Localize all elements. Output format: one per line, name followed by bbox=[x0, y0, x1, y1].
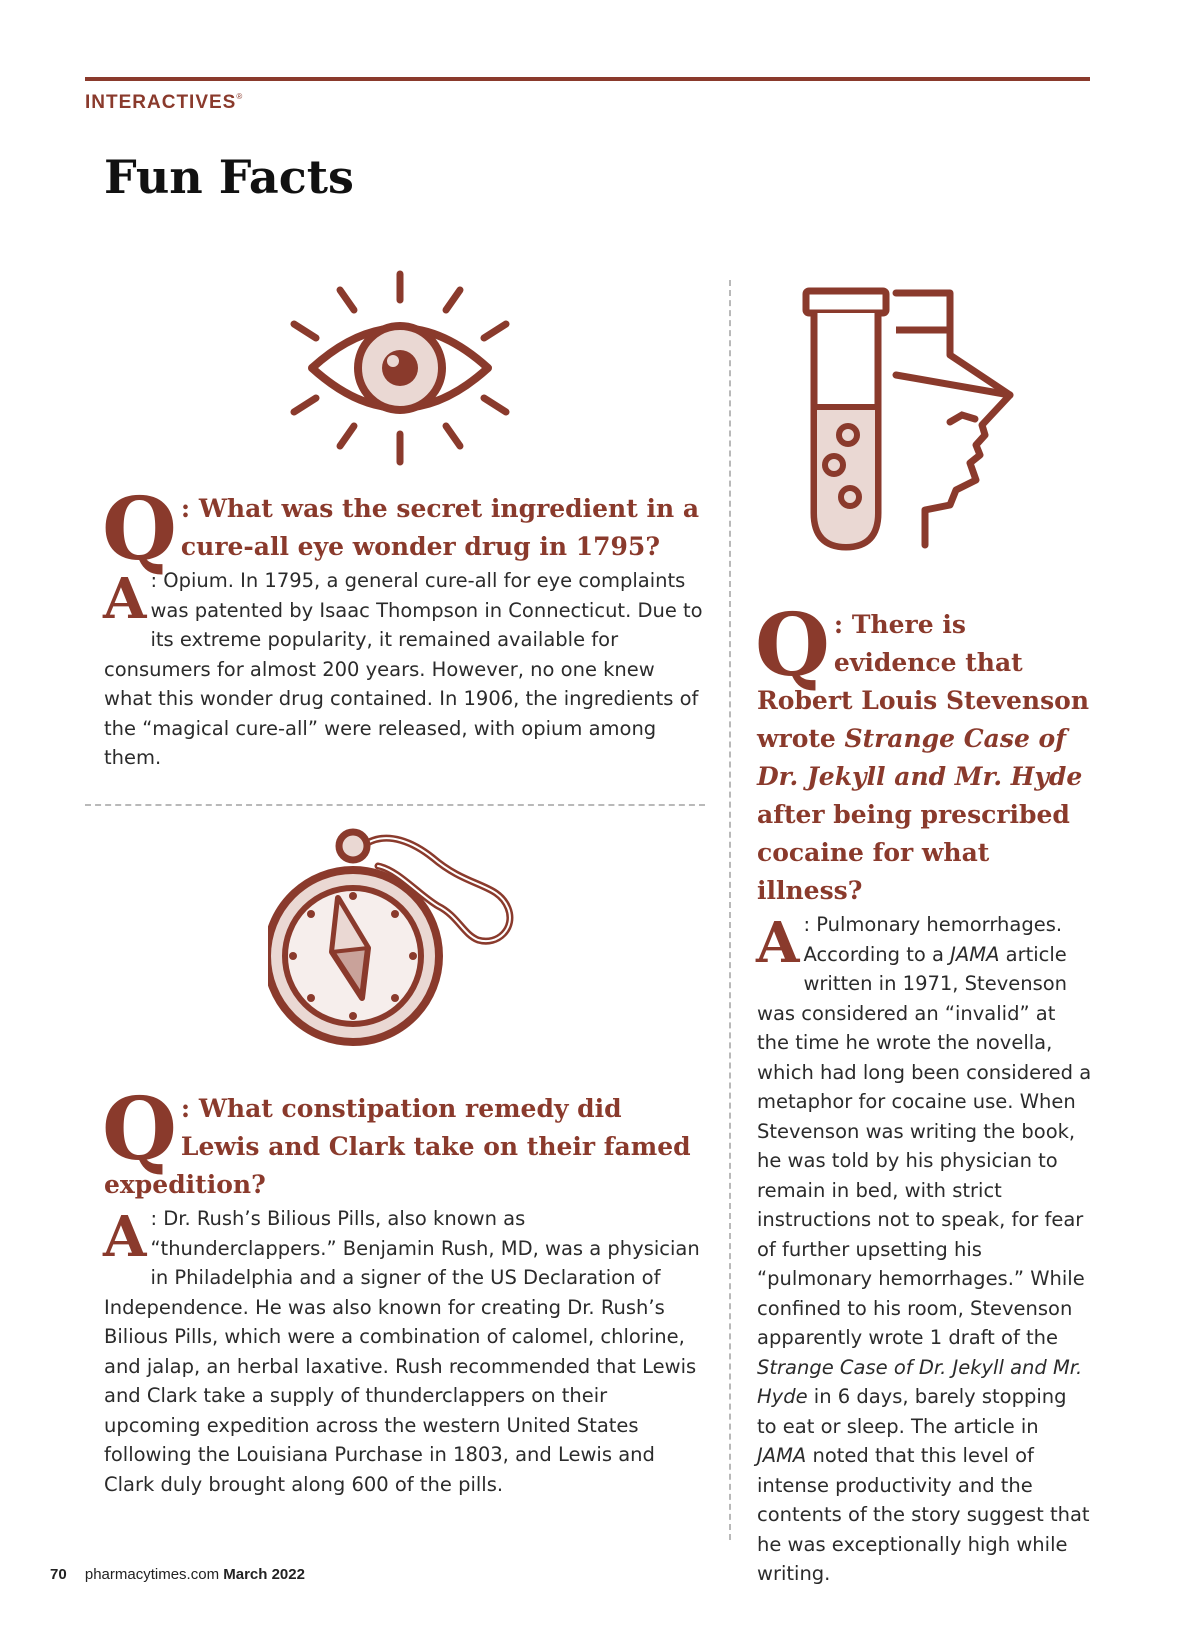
question-text: : There is evidence that Robert Louis Stevenson wrote Strange Case of Dr. Jekyll and Mr. Hyde after being prescribed cocaine for what illness? bbox=[757, 610, 1090, 905]
a-initial: A bbox=[103, 1204, 147, 1270]
vertical-divider bbox=[729, 280, 731, 1540]
q-initial: Q bbox=[102, 1079, 177, 1180]
a-initial: A bbox=[103, 566, 147, 632]
site-url: pharmacytimes.com bbox=[84, 1566, 220, 1583]
journal-name: JAMA bbox=[950, 942, 1000, 966]
top-rule bbox=[85, 77, 1090, 81]
page-number: 70 bbox=[50, 1566, 67, 1583]
page-footer bbox=[50, 1566, 305, 1583]
qa-block-2 bbox=[102, 1079, 704, 1499]
issue-date: March 2022 bbox=[223, 1566, 305, 1583]
a-initial: A bbox=[756, 910, 800, 976]
eye-icon bbox=[290, 268, 510, 468]
trademark-symbol: ® bbox=[236, 92, 244, 101]
answer-text: : Dr. Rush’s Bilious Pills, also known as “thunderclappers.” Benjamin Rush, MD, was a physician in Philadelphia and a signer of the US Declaration of Independence. He was also known for creating Dr. Rush’s Bilious Pills, which were a combination of calomel, chlorine, and jalap, an herbal laxative. Rush recommended that Lewis and Clark take a supply of thunderclappers on their upcoming expedition across the western United States following the Louisiana Purchase in 1803, and Lewis and Clark duly brought along 600 of the pills. bbox=[104, 1207, 700, 1496]
compass-icon bbox=[268, 828, 528, 1048]
qa-block-1 bbox=[102, 479, 704, 773]
answer-text: : Opium. In 1795, a general cure-all for eye complaints was patented by Isaac Thompson in Connecticut. Due to its extreme popularity, it remained available for consumers for almost 200 years. However, no one knew what this wonder drug contained. In 1906, the ingredients of the “magical cure-all” were released, with opium among them. bbox=[104, 569, 703, 769]
test-tube-profile-icon bbox=[800, 285, 1020, 555]
journal-name: JAMA bbox=[757, 1444, 807, 1467]
horizontal-divider bbox=[85, 804, 705, 806]
answer-text: : Pulmonary hemorrhages. According to a JAMA article written in 1971, Stevenson was considered an “invalid” at the time he wrote the novella, which had long been considered a metaphor for cocaine use. When Stevenson was writing the book, he was told by his physician to remain in bed, with strict instructions not to speak, for fear of further upsetting his “pulmonary hemorrhages.” While confined to his room, Stevenson apparently wrote 1 draft of the Strange Case of Dr. Jekyll and Mr. Hyde in 6 days, barely stopping to eat or sleep. The article in JAMA noted that this level of intense productivity and the contents of the story suggest that he was exceptionally high while writing. bbox=[757, 913, 1092, 1585]
q-initial: Q bbox=[102, 479, 177, 580]
qa-block-3 bbox=[755, 595, 1092, 1589]
book-title: Strange Case of Dr. Jekyll and Mr. Hyde bbox=[757, 724, 1083, 791]
page-title: Fun Facts bbox=[104, 150, 354, 204]
question-text: : What was the secret ingredient in a cure-all eye wonder drug in 1795? bbox=[180, 494, 700, 561]
question-text: : What constipation remedy did Lewis and Clark take on their famed expedition? bbox=[104, 1094, 691, 1199]
book-title: Strange Case of Dr. Jekyll and Mr. Hyde bbox=[757, 1355, 1083, 1408]
section-label: INTERACTIVES® bbox=[85, 92, 244, 113]
q-initial: Q bbox=[755, 595, 830, 696]
